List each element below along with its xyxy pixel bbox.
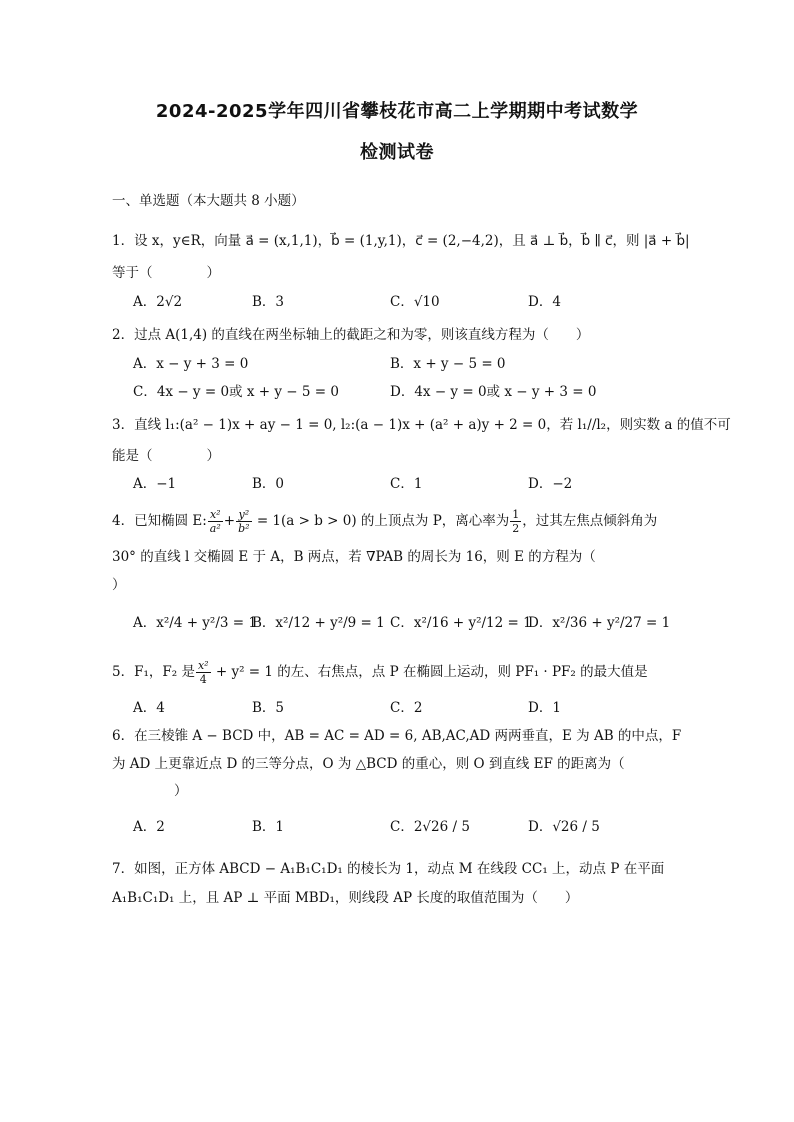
question-5-text-b: + y² = 1 的左、右焦点，点 P 在椭圆上运动，则 PF₁ · PF₂ 的最大值是 xyxy=(211,664,648,680)
ellipse-fraction: $\frac{\text{x²}}{4}$ xyxy=(197,659,209,686)
question-5-text-a: 5．F₁，F₂ 是 xyxy=(112,664,195,680)
question-4-text: 4．已知椭圆 E: $\frac{\text{x²}}{\text{a²}}$ + $\frac{\text{y²}}{\text{b²}}$ = 1(a > b > 0) 的上顶点为 P，离心率为 $\frac{1}{2}$ ，过其左焦点倾斜角为 xyxy=(112,508,658,535)
question-4-text-b: = 1(a > b > 0) 的上顶点为 P，离心率为 xyxy=(252,513,510,529)
question-3-option-c: C．1 xyxy=(390,476,423,492)
question-2-option-a: A．x − y + 3 = 0 xyxy=(133,356,249,372)
question-6-option-a: A．2 xyxy=(133,819,165,835)
question-4-option-b: B．x²/12 + y²/9 = 1 xyxy=(252,615,385,631)
question-5-option-c: C．2 xyxy=(390,700,423,716)
question-7-text-cont: A₁B₁C₁D₁ 上，且 AP ⊥ 平面 MBD₁，则线段 AP 长度的取值范围为（ ） xyxy=(112,890,579,906)
question-4-option-a: A．x²/4 + y²/3 = 1 xyxy=(133,615,257,631)
question-1-option-b: B．3 xyxy=(252,294,285,310)
page-subtitle: 检测试卷 xyxy=(360,142,434,163)
question-5-option-b: B．5 xyxy=(252,700,285,716)
question-3-option-d: D．−2 xyxy=(528,476,573,492)
question-6-text-close: ） xyxy=(174,783,188,799)
question-1-option-c: C．√10 xyxy=(390,294,440,310)
question-3-text: 3．直线 l₁:(a² − 1)x + ay − 1 = 0, l₂:(a − 1)x + (a² + a)y + 2 = 0，若 l₁//l₂，则实数 a 的值不可 xyxy=(112,417,731,433)
page-title: 2024-2025学年四川省攀枝花市高二上学期期中考试数学 xyxy=(155,101,639,122)
question-6-text: 6．在三棱锥 A − BCD 中，AB = AC = AD = 6, AB,AC,AD 两两垂直，E 为 AB 的中点，F xyxy=(112,728,682,744)
question-2-text: 2．过点 A(1,4) 的直线在两坐标轴上的截距之和为零，则该直线方程为（ ） xyxy=(112,327,590,343)
question-5-option-a: A．4 xyxy=(133,700,165,716)
question-4-option-c: C．x²/16 + y²/12 = 1 xyxy=(390,615,532,631)
question-3-option-b: B．0 xyxy=(252,476,285,492)
question-2-option-c: C．4x − y = 0或 x + y − 5 = 0 xyxy=(133,384,339,400)
question-2-option-d: D．4x − y = 0或 x − y + 3 = 0 xyxy=(390,384,597,400)
question-4-option-d: D．x²/36 + y²/27 = 1 xyxy=(528,615,671,631)
question-4-text-close: ） xyxy=(112,577,126,593)
question-4-text-cont: 30° 的直线 l 交椭圆 E 于 A，B 两点，若 ∇PAB 的周长为 16，则 E 的方程为（ xyxy=(112,549,596,565)
question-3-text-cont: 能是（ ） xyxy=(112,448,220,464)
section-heading: 一、单选题（本大题共 8 小题） xyxy=(112,193,305,209)
question-6-text-cont: 为 AD 上更靠近点 D 的三等分点，O 为 △BCD 的重心，则 O 到直线 EF 的距离为（ xyxy=(112,756,625,772)
question-4-text-a: 4．已知椭圆 E: xyxy=(112,513,207,529)
question-3-option-a: A．−1 xyxy=(133,476,177,492)
eccentricity-fraction: $\frac{1}{2}$ xyxy=(512,508,520,535)
question-1-option-d: D．4 xyxy=(528,294,561,310)
question-5-text xyxy=(112,659,648,686)
ellipse-y-fraction: $\frac{\text{y²}}{\text{b²}}$ xyxy=(238,508,250,535)
ellipse-x-fraction: $\frac{\text{x²}}{\text{a²}}$ xyxy=(209,508,221,535)
question-6-option-d: D．√26 / 5 xyxy=(528,819,600,835)
question-5-option-d: D．1 xyxy=(528,700,561,716)
question-6-option-b: B．1 xyxy=(252,819,285,835)
question-1-text: 1．设 x，y∈R，向量 a⃗ = (x,1,1)，b⃗ = (1,y,1)，c⃗ = (2,−4,2)，且 a⃗ ⊥ b⃗，b⃗ ∥ c⃗，则 |a⃗ + b⃗| xyxy=(112,233,690,249)
question-2-option-b: B．x + y − 5 = 0 xyxy=(390,356,506,372)
question-1-option-a: A．2√2 xyxy=(133,294,183,310)
question-7-text: 7．如图，正方体 ABCD − A₁B₁C₁D₁ 的棱长为 1，动点 M 在线段 CC₁ 上，动点 P 在平面 xyxy=(112,861,665,877)
question-6-option-c: C．2√26 / 5 xyxy=(390,819,470,835)
question-4-text-c: ，过其左焦点倾斜角为 xyxy=(522,513,658,529)
question-1-text-cont: 等于（ ） xyxy=(112,265,220,281)
